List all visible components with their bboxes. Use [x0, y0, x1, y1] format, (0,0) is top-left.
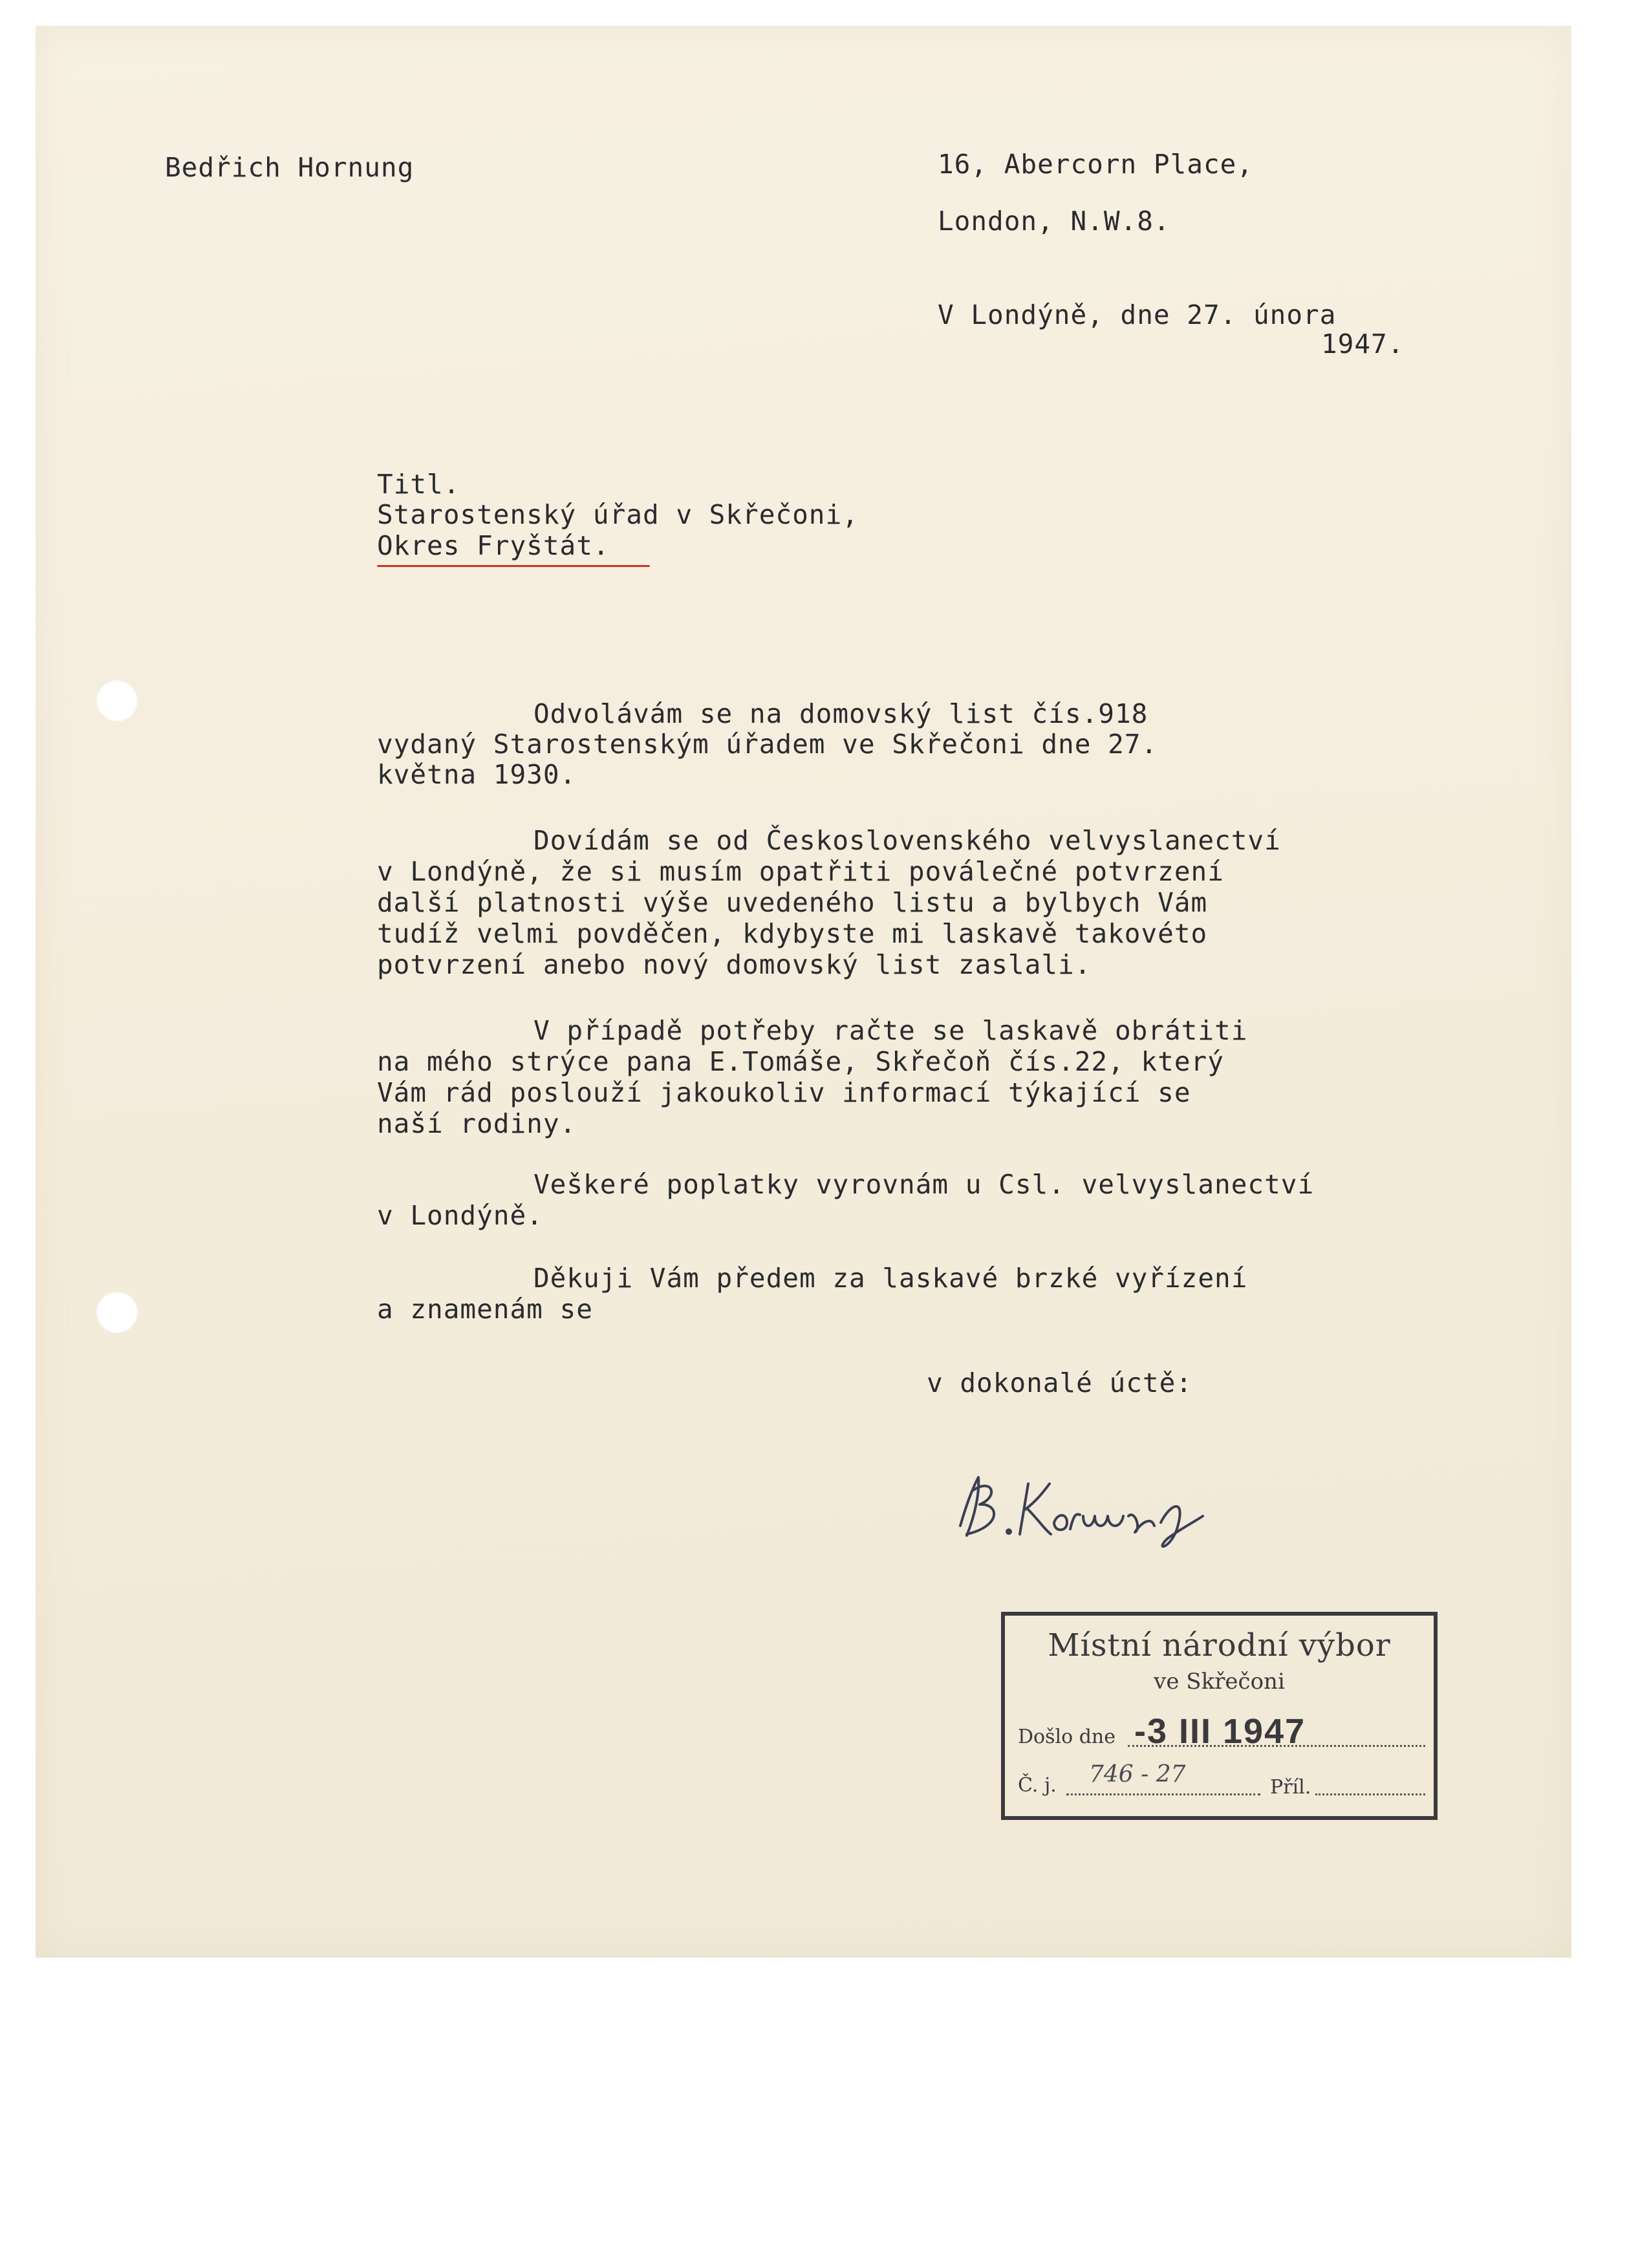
body-p3-line-2: na mého strýce pana E.Tomáše, Skřečoň čís.22, který: [377, 1046, 1224, 1077]
stamp-ref-label: Č. j.: [1018, 1774, 1057, 1797]
body-p2-line-2: v Londýně, že si musím opatřiti poválečné potvrzení: [377, 856, 1224, 887]
stamp-subtitle: ve Skřečoni: [1154, 1669, 1285, 1695]
body-p3-line-1: V případě potřeby račte se laskavě obrátiti: [534, 1015, 1248, 1046]
body-p4-line-2: v Londýně.: [377, 1200, 543, 1231]
punch-hole-top: [96, 680, 138, 722]
stamp-attach-row: [1270, 1776, 1311, 1799]
address-line-1: 16, Abercorn Place,: [938, 149, 1253, 180]
stamp-ref-dots: [1066, 1793, 1260, 1795]
date-line-2: 1947.: [1321, 328, 1405, 359]
body-p5-line-1: Děkuji Vám předem za laskavé brzké vyřízení: [534, 1263, 1248, 1294]
stamp-title: Místní národní výbor: [1048, 1627, 1391, 1664]
stamp-attach-label: Příl.: [1270, 1776, 1311, 1799]
registry-stamp: [1001, 1612, 1438, 1820]
body-p1-line-2: vydaný Starostenským úřadem ve Skřečoni dne 27.: [377, 729, 1158, 760]
recipient-line-3: Okres Fryštát.: [377, 530, 610, 561]
stamp-attach-dots: [1315, 1793, 1425, 1795]
recipient-underline: [377, 565, 650, 567]
body-p2-line-3: další platnosti výše uvedeného listu a bylbych Vám: [377, 887, 1208, 918]
body-p4-line-1: Veškeré poplatky vyrovnám u Csl. velvyslanectví: [534, 1169, 1315, 1200]
punch-hole-bottom: [96, 1292, 138, 1333]
recipient-line-2: Starostenský úřad v Skřečoni,: [377, 499, 859, 530]
body-p1-line-1: Odvolávám se na domovský list čís.918: [534, 698, 1148, 729]
stamp-ref-value: 746 - 27: [1089, 1761, 1186, 1788]
signature: [947, 1464, 1219, 1555]
body-p1-line-3: května 1930.: [377, 759, 577, 790]
body-p2-line-5: potvrzení anebo nový domovský list zaslali.: [377, 949, 1092, 980]
recipient-line-1: Titl.: [377, 469, 460, 500]
stamp-received-label: Došlo dne: [1018, 1726, 1116, 1748]
stamp-received-date: -3 III 1947: [1134, 1712, 1306, 1751]
address-line-2: London, N.W.8.: [938, 206, 1170, 237]
date-line-1: V Londýně, dne 27. února: [938, 299, 1337, 330]
body-p5-line-2: a znamenám se: [377, 1294, 593, 1325]
body-p2-line-1: Dovídám se od Československého velvyslanectví: [534, 825, 1281, 856]
body-p3-line-4: naší rodiny.: [377, 1108, 577, 1139]
closing-line: v dokonalé úctě:: [927, 1367, 1192, 1398]
body-p3-line-3: Vám rád poslouží jakoukoliv informací týkající se: [377, 1077, 1191, 1108]
body-p2-line-4: tudíž velmi povděčen, kdybyste mi laskavě takovéto: [377, 918, 1208, 949]
sender-name: Bedřich Hornung: [165, 152, 415, 183]
